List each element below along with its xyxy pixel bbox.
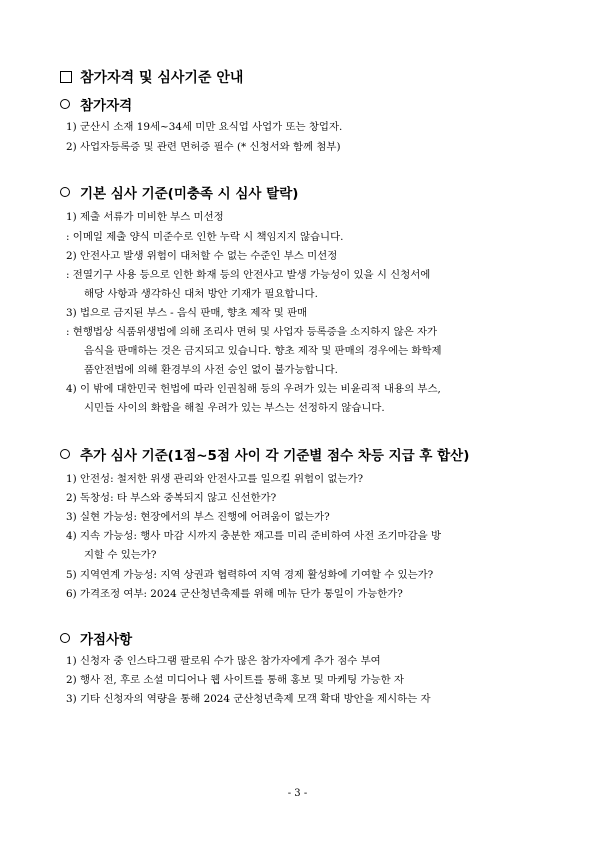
text-line: 1) 신청자 중 인스타그램 팔로워 수가 많은 참가자에게 추가 점수 부여	[66, 655, 381, 667]
section-heading-basic-criteria: 기본 심사 기준(미충족 시 심사 탈락)	[60, 182, 298, 202]
text-line: 2) 안전사고 발생 위험이 대처할 수 없는 수준인 부스 미선정	[66, 250, 338, 262]
text-line: 지할 수 있는가?	[84, 549, 157, 561]
text-line: 3) 기타 신청자의 역량을 통해 2024 군산청년축제 모객 확대 방안을 제시하는 자	[66, 693, 431, 705]
checkbox-square-icon	[60, 71, 72, 83]
page-title	[60, 67, 243, 87]
text-line: 해당 사항과 생각하신 대처 방안 기재가 필요합니다.	[84, 288, 318, 300]
text-line: 2) 사업자등록증 및 관련 면허증 필수 (* 신청서와 함께 첨부)	[66, 141, 341, 153]
text-line: 음식을 판매하는 것은 금지되고 있습니다. 향초 제작 및 판매의 경우에는 화학제	[84, 345, 442, 357]
page-number: - 3 -	[287, 788, 308, 799]
text-line: 시민들 사이의 화합을 해칠 우려가 있는 부스는 선정하지 않습니다.	[84, 402, 385, 414]
text-line: 1) 제출 서류가 미비한 부스 미선정	[66, 211, 224, 223]
page-title-text: 참가자격 및 심사기준 안내	[80, 70, 244, 86]
text-line: 4) 지속 가능성: 행사 마감 시까지 충분한 재고를 미리 준비하여 사전 조기마감을 방	[66, 530, 441, 542]
text-line: : 이메일 제출 양식 미준수로 인한 누락 시 책임지지 않습니다.	[66, 231, 344, 243]
text-line: 2) 행사 전, 후로 소셜 미디어나 웹 사이트를 통해 홍보 및 마케팅 가능한 자	[66, 674, 404, 686]
text-line: : 전열기구 사용 등으로 인한 화재 등의 안전사고 발생 가능성이 있을 시 신청서에	[66, 269, 431, 281]
text-line: 1) 안전성: 철저한 위생 관리와 안전사고를 일으킬 위험이 없는가?	[66, 473, 364, 485]
text-line: 5) 지역연계 가능성: 지역 상권과 협력하여 지역 경제 활성화에 기여할 수 있는가?	[66, 569, 434, 581]
text-line: : 현행법상 식품위생법에 의해 조리사 면허 및 사업자 등록증을 소지하지 않은 자가	[66, 326, 438, 338]
circle-bullet-icon	[60, 187, 70, 197]
text-line: 3) 실현 가능성: 현장에서의 부스 진행에 어려움이 없는가?	[66, 511, 330, 523]
section-heading-bonus-points: 가점사항	[60, 628, 132, 648]
text-line: 4) 이 밖에 대한민국 헌법에 따라 인권침해 등의 우려가 있는 비윤리적 내용의 부스,	[66, 383, 441, 395]
circle-bullet-icon	[60, 633, 70, 643]
circle-bullet-icon	[60, 99, 70, 109]
circle-bullet-icon	[60, 449, 70, 459]
text-line: 6) 가격조정 여부: 2024 군산청년축제를 위해 메뉴 단가 통일이 가능한가?	[66, 588, 403, 600]
text-line: 품안전법에 의해 환경부의 사전 승인 없이 불가능합니다.	[84, 364, 338, 376]
text-line: 3) 법으로 금지된 부스 - 음식 판매, 향초 제작 및 판매	[66, 307, 308, 319]
text-line: 2) 독창성: 타 부스와 중복되지 않고 신선한가?	[66, 492, 277, 504]
section-heading-qualification: 참가자격	[60, 94, 132, 114]
section-heading-additional-criteria: 추가 심사 기준(1점~5점 사이 각 기준별 점수 차등 지급 후 합산)	[60, 444, 469, 464]
text-line: 1) 군산시 소재 19세~34세 미만 요식업 사업가 또는 창업자.	[66, 121, 343, 133]
